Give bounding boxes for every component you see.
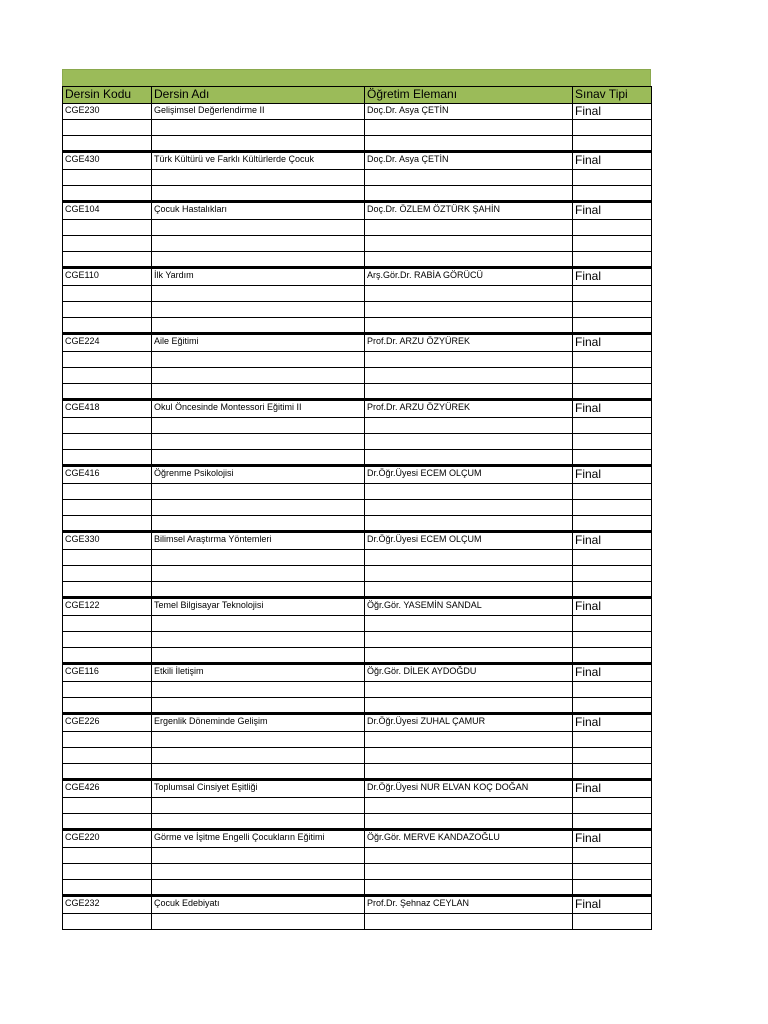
course-name-cell[interactable]: Bilimsel Araştırma Yöntemleri [152,532,365,550]
empty-cell[interactable] [573,120,652,136]
instructor-cell[interactable]: Doç.Dr. Asya ÇETİN [365,152,573,170]
empty-cell[interactable] [365,914,573,930]
empty-cell[interactable] [573,450,652,466]
blank-row[interactable] [63,220,652,236]
empty-cell[interactable] [365,616,573,632]
blank-row[interactable] [63,648,652,664]
course-row[interactable] [63,202,652,220]
course-row[interactable] [63,268,652,286]
blank-row[interactable] [63,318,652,334]
empty-cell[interactable] [152,368,365,384]
empty-cell[interactable] [365,434,573,450]
exam-type-cell[interactable]: Final [573,334,652,352]
instructor-cell[interactable]: Prof.Dr. ARZU ÖZYÜREK [365,400,573,418]
blank-row[interactable] [63,516,652,532]
instructor-cell[interactable]: Doç.Dr. ÖZLEM ÖZTÜRK ŞAHİN [365,202,573,220]
instructor-cell[interactable]: Dr.Öğr.Üyesi NUR ELVAN KOÇ DOĞAN [365,780,573,798]
empty-cell[interactable] [365,252,573,268]
empty-cell[interactable] [365,352,573,368]
empty-cell[interactable] [152,450,365,466]
empty-cell[interactable] [573,252,652,268]
empty-cell[interactable] [63,120,152,136]
empty-cell[interactable] [365,516,573,532]
empty-cell[interactable] [63,880,152,896]
empty-cell[interactable] [573,550,652,566]
empty-cell[interactable] [63,434,152,450]
course-row[interactable] [63,334,652,352]
instructor-cell[interactable]: Dr.Öğr.Üyesi ECEM OLÇUM [365,532,573,550]
empty-cell[interactable] [573,682,652,698]
header-course-code: Dersin Kodu [63,87,152,104]
exam-schedule-sheet [62,69,651,930]
empty-cell[interactable] [365,582,573,598]
empty-cell[interactable] [573,220,652,236]
instructor-cell[interactable]: Prof.Dr. ARZU ÖZYÜREK [365,334,573,352]
course-code-cell[interactable]: CGE330 [63,532,152,550]
course-row[interactable] [63,104,652,120]
empty-cell[interactable] [573,748,652,764]
empty-cell[interactable] [152,236,365,252]
empty-cell[interactable] [152,170,365,186]
empty-cell[interactable] [573,616,652,632]
empty-cell[interactable] [365,286,573,302]
empty-cell[interactable] [573,302,652,318]
empty-cell[interactable] [365,120,573,136]
empty-cell[interactable] [152,136,365,152]
empty-cell[interactable] [152,848,365,864]
empty-cell[interactable] [152,120,365,136]
empty-cell[interactable] [365,418,573,434]
instructor-cell[interactable]: Dr.Öğr.Üyesi ZUHAL ÇAMUR [365,714,573,732]
empty-cell[interactable] [365,864,573,880]
empty-cell[interactable] [152,682,365,698]
blank-row[interactable] [63,434,652,450]
blank-row[interactable] [63,186,652,202]
empty-cell[interactable] [365,302,573,318]
exam-type-cell[interactable]: Final [573,598,652,616]
course-code-cell[interactable]: CGE220 [63,830,152,848]
empty-cell[interactable] [365,236,573,252]
empty-cell[interactable] [365,484,573,500]
header-row [63,87,652,104]
blank-row[interactable] [63,286,652,302]
empty-cell[interactable] [365,698,573,714]
exam-type-cell[interactable]: Final [573,532,652,550]
empty-cell[interactable] [63,550,152,566]
exam-type-cell[interactable]: Final [573,830,652,848]
empty-cell[interactable] [152,286,365,302]
empty-cell[interactable] [152,318,365,334]
empty-cell[interactable] [573,914,652,930]
empty-cell[interactable] [63,186,152,202]
exam-type-cell[interactable]: Final [573,202,652,220]
empty-cell[interactable] [63,418,152,434]
empty-cell[interactable] [63,864,152,880]
exam-type-cell[interactable]: Final [573,152,652,170]
blank-row[interactable] [63,170,652,186]
empty-cell[interactable] [365,136,573,152]
blank-row[interactable] [63,616,652,632]
empty-cell[interactable] [573,648,652,664]
empty-cell[interactable] [365,550,573,566]
empty-cell[interactable] [365,384,573,400]
blank-row[interactable] [63,120,652,136]
blank-row[interactable] [63,252,652,268]
blank-row[interactable] [63,698,652,714]
empty-cell[interactable] [63,236,152,252]
empty-cell[interactable] [63,252,152,268]
empty-cell[interactable] [152,582,365,598]
blank-row[interactable] [63,748,652,764]
course-name-cell[interactable]: Çocuk Hastalıkları [152,202,365,220]
instructor-cell[interactable]: Öğr.Gör. MERVE KANDAZOĞLU [365,830,573,848]
empty-cell[interactable] [152,748,365,764]
empty-cell[interactable] [63,220,152,236]
empty-cell[interactable] [365,682,573,698]
blank-row[interactable] [63,550,652,566]
empty-cell[interactable] [63,682,152,698]
empty-cell[interactable] [152,648,365,664]
empty-cell[interactable] [152,566,365,582]
empty-cell[interactable] [63,648,152,664]
empty-cell[interactable] [365,318,573,334]
empty-cell[interactable] [63,352,152,368]
empty-cell[interactable] [365,500,573,516]
title-bar [62,69,651,86]
empty-cell[interactable] [573,500,652,516]
course-code-cell[interactable]: CGE426 [63,780,152,798]
empty-cell[interactable] [152,864,365,880]
empty-cell[interactable] [63,302,152,318]
empty-cell[interactable] [152,434,365,450]
exam-type-cell[interactable]: Final [573,780,652,798]
empty-cell[interactable] [63,764,152,780]
empty-cell[interactable] [365,732,573,748]
course-name-cell[interactable]: Temel Bilgisayar Teknolojisi [152,598,365,616]
empty-cell[interactable] [573,418,652,434]
empty-cell[interactable] [365,368,573,384]
course-code-cell[interactable]: CGE104 [63,202,152,220]
empty-cell[interactable] [573,136,652,152]
blank-row[interactable] [63,500,652,516]
empty-cell[interactable] [152,516,365,532]
blank-row[interactable] [63,384,652,400]
empty-cell[interactable] [63,698,152,714]
course-code-cell[interactable]: CGE430 [63,152,152,170]
blank-row[interactable] [63,864,652,880]
empty-cell[interactable] [152,302,365,318]
empty-cell[interactable] [152,252,365,268]
empty-cell[interactable] [573,516,652,532]
empty-cell[interactable] [63,516,152,532]
course-code-cell[interactable]: CGE122 [63,598,152,616]
empty-cell[interactable] [573,318,652,334]
empty-cell[interactable] [63,286,152,302]
empty-cell[interactable] [152,384,365,400]
blank-row[interactable] [63,798,652,814]
course-name-cell[interactable]: Gelişimsel Değerlendirme II [152,104,365,120]
blank-row[interactable] [63,484,652,500]
empty-cell[interactable] [573,484,652,500]
blank-row[interactable] [63,302,652,318]
empty-cell[interactable] [365,186,573,202]
empty-cell[interactable] [63,484,152,500]
empty-cell[interactable] [63,384,152,400]
empty-cell[interactable] [63,632,152,648]
empty-cell[interactable] [573,632,652,648]
blank-row[interactable] [63,352,652,368]
course-code-cell[interactable]: CGE230 [63,104,152,120]
exam-type-cell[interactable]: Final [573,104,652,120]
empty-cell[interactable] [573,352,652,368]
empty-cell[interactable] [63,914,152,930]
empty-cell[interactable] [152,500,365,516]
empty-cell[interactable] [365,220,573,236]
course-name-cell[interactable]: İlk Yardım [152,268,365,286]
blank-row[interactable] [63,764,652,780]
course-table [62,86,652,930]
course-name-cell[interactable]: Okul Öncesinde Montessori Eğitimi II [152,400,365,418]
empty-cell[interactable] [573,186,652,202]
exam-type-cell[interactable]: Final [573,664,652,682]
empty-cell[interactable] [365,848,573,864]
empty-cell[interactable] [573,814,652,830]
blank-row[interactable] [63,880,652,896]
empty-cell[interactable] [573,764,652,780]
blank-row[interactable] [63,848,652,864]
empty-cell[interactable] [152,186,365,202]
empty-cell[interactable] [573,368,652,384]
empty-cell[interactable] [63,368,152,384]
course-row[interactable] [63,400,652,418]
empty-cell[interactable] [573,434,652,450]
course-code-cell[interactable]: CGE116 [63,664,152,682]
empty-cell[interactable] [365,632,573,648]
exam-type-cell[interactable]: Final [573,896,652,914]
empty-cell[interactable] [152,550,365,566]
empty-cell[interactable] [63,566,152,582]
header-instructor: Öğretim Elemanı [365,87,573,104]
empty-cell[interactable] [152,914,365,930]
exam-type-cell[interactable]: Final [573,714,652,732]
empty-cell[interactable] [573,384,652,400]
empty-cell[interactable] [573,236,652,252]
empty-cell[interactable] [63,450,152,466]
empty-cell[interactable] [573,732,652,748]
blank-row[interactable] [63,914,652,930]
empty-cell[interactable] [573,582,652,598]
empty-cell[interactable] [573,848,652,864]
empty-cell[interactable] [63,748,152,764]
empty-cell[interactable] [573,798,652,814]
empty-cell[interactable] [152,616,365,632]
course-row[interactable] [63,152,652,170]
blank-row[interactable] [63,566,652,582]
empty-cell[interactable] [152,632,365,648]
course-row[interactable] [63,664,652,682]
instructor-cell[interactable]: Arş.Gör.Dr. RABİA GÖRÜCÜ [365,268,573,286]
course-code-cell[interactable]: CGE416 [63,466,152,484]
instructor-cell[interactable]: Öğr.Gör. YASEMİN SANDAL [365,598,573,616]
empty-cell[interactable] [152,220,365,236]
course-row[interactable] [63,780,652,798]
empty-cell[interactable] [63,732,152,748]
empty-cell[interactable] [152,698,365,714]
empty-cell[interactable] [365,450,573,466]
empty-cell[interactable] [365,814,573,830]
course-name-cell[interactable]: Toplumsal Cinsiyet Eşitliği [152,780,365,798]
empty-cell[interactable] [63,170,152,186]
exam-type-cell[interactable]: Final [573,466,652,484]
empty-cell[interactable] [573,170,652,186]
empty-cell[interactable] [152,732,365,748]
empty-cell[interactable] [63,848,152,864]
course-row[interactable] [63,830,652,848]
empty-cell[interactable] [63,318,152,334]
empty-cell[interactable] [63,814,152,830]
exam-type-cell[interactable]: Final [573,400,652,418]
empty-cell[interactable] [365,764,573,780]
blank-row[interactable] [63,236,652,252]
blank-row[interactable] [63,582,652,598]
empty-cell[interactable] [365,566,573,582]
empty-cell[interactable] [152,764,365,780]
course-name-cell[interactable]: Görme ve İşitme Engelli Çocukların Eğitimi [152,830,365,848]
empty-cell[interactable] [573,698,652,714]
blank-row[interactable] [63,732,652,748]
course-row[interactable] [63,714,652,732]
empty-cell[interactable] [152,352,365,368]
blank-row[interactable] [63,632,652,648]
instructor-cell[interactable]: Öğr.Gör. DİLEK AYDOĞDU [365,664,573,682]
header-course-name: Dersin Adı [152,87,365,104]
empty-cell[interactable] [573,286,652,302]
empty-cell[interactable] [152,798,365,814]
course-row[interactable] [63,598,652,616]
empty-cell[interactable] [152,814,365,830]
instructor-cell[interactable]: Dr.Öğr.Üyesi ECEM OLÇUM [365,466,573,484]
blank-row[interactable] [63,136,652,152]
empty-cell[interactable] [573,880,652,896]
empty-cell[interactable] [152,418,365,434]
empty-cell[interactable] [152,484,365,500]
empty-cell[interactable] [365,648,573,664]
empty-cell[interactable] [63,616,152,632]
instructor-cell[interactable]: Prof.Dr. Şehnaz CEYLAN [365,896,573,914]
blank-row[interactable] [63,814,652,830]
course-code-cell[interactable]: CGE224 [63,334,152,352]
empty-cell[interactable] [365,798,573,814]
course-row[interactable] [63,466,652,484]
empty-cell[interactable] [365,880,573,896]
empty-cell[interactable] [152,880,365,896]
header-exam-type: Sınav Tipi [573,87,652,104]
blank-row[interactable] [63,418,652,434]
course-code-cell[interactable]: CGE226 [63,714,152,732]
instructor-cell[interactable]: Doç.Dr. Asya ÇETİN [365,104,573,120]
course-code-cell[interactable]: CGE110 [63,268,152,286]
empty-cell[interactable] [63,136,152,152]
course-name-cell[interactable]: Aile Eğitimi [152,334,365,352]
course-name-cell[interactable]: Ergenlik Döneminde Gelişim [152,714,365,732]
course-name-cell[interactable]: Etkili İletişim [152,664,365,682]
blank-row[interactable] [63,682,652,698]
course-name-cell[interactable]: Öğrenme Psikolojisi [152,466,365,484]
empty-cell[interactable] [63,798,152,814]
exam-type-cell[interactable]: Final [573,268,652,286]
course-code-cell[interactable]: CGE418 [63,400,152,418]
blank-row[interactable] [63,450,652,466]
course-name-cell[interactable]: Türk Kültürü ve Farklı Kültürlerde Çocuk [152,152,365,170]
empty-cell[interactable] [365,748,573,764]
empty-cell[interactable] [573,864,652,880]
blank-row[interactable] [63,368,652,384]
course-name-cell[interactable]: Çocuk Edebiyatı [152,896,365,914]
empty-cell[interactable] [63,500,152,516]
empty-cell[interactable] [365,170,573,186]
empty-cell[interactable] [573,566,652,582]
empty-cell[interactable] [63,582,152,598]
course-row[interactable] [63,896,652,914]
course-code-cell[interactable]: CGE232 [63,896,152,914]
course-row[interactable] [63,532,652,550]
